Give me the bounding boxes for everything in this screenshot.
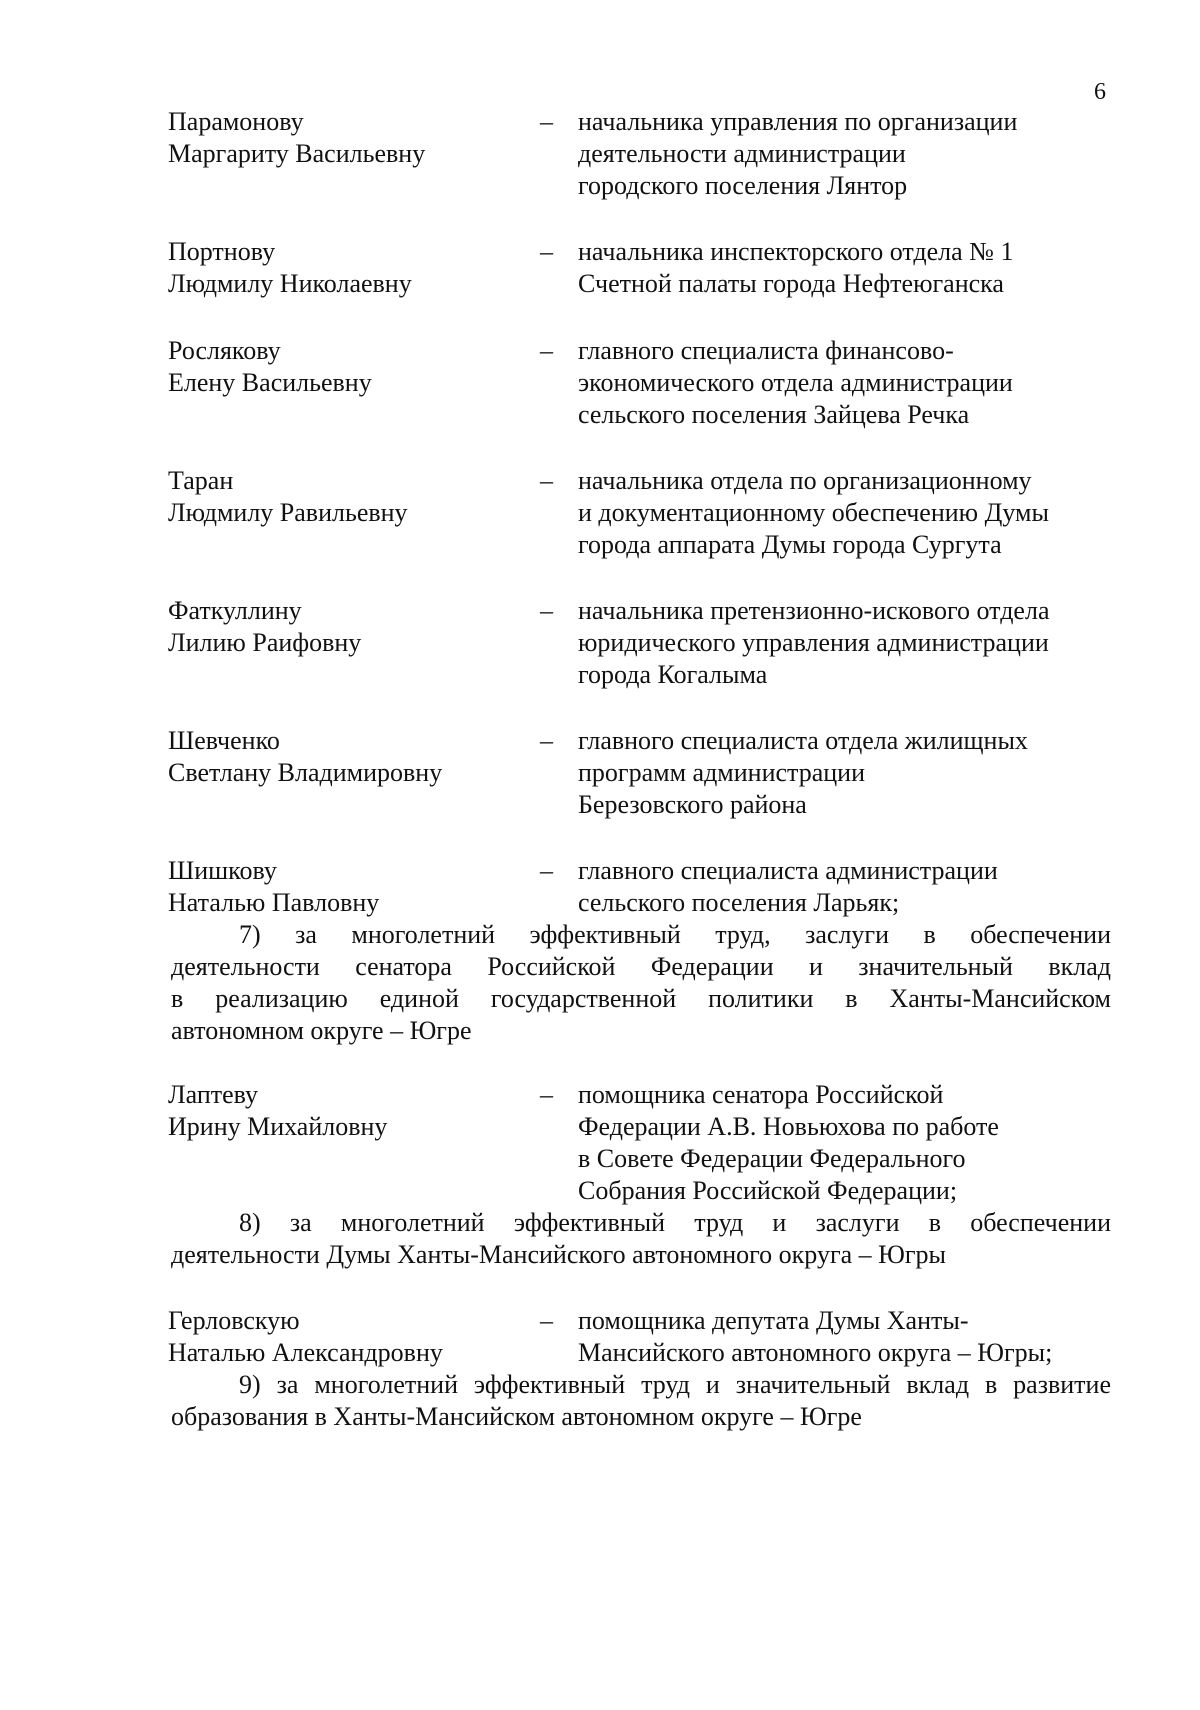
name-line: Людмилу Равильевну xyxy=(168,498,408,527)
position-line: начальника управления по организации xyxy=(578,107,1018,136)
person-position xyxy=(578,106,1108,202)
name-line: Светлану Владимировну xyxy=(168,758,443,787)
paragraph-line: деятельности сенатора Российской Федерации и значительный вклад xyxy=(171,952,1111,981)
name-line: Маргариту Васильевну xyxy=(168,139,426,168)
name-line: Портнову xyxy=(168,237,276,266)
person-name xyxy=(168,465,528,529)
award-category-paragraph xyxy=(171,1207,1111,1271)
name-line: Лаптеву xyxy=(168,1080,259,1109)
position-line: города Когалыма xyxy=(578,660,768,689)
person-name xyxy=(168,595,528,659)
person-position xyxy=(578,1079,1108,1207)
position-line: Мансийского автономного округа – Югры; xyxy=(578,1338,1053,1367)
position-line: Собрания Российской Федерации; xyxy=(578,1176,958,1205)
person-position xyxy=(578,465,1108,561)
name-line: Людмилу Николаевну xyxy=(168,269,412,298)
position-line: городского поселения Лянтор xyxy=(578,171,908,200)
position-line: главного специалиста отдела жилищных xyxy=(578,726,1028,755)
name-line: Лилию Раифовну xyxy=(168,628,362,657)
paragraph-line: деятельности Думы Ханты-Мансийского автономного округа – Югры xyxy=(171,1240,947,1269)
position-line: главного специалиста администрации xyxy=(578,856,998,885)
position-line: программ администрации xyxy=(578,758,865,787)
paragraph-line: 8) за многолетний эффективный труд и заслуги в обеспечении xyxy=(239,1208,1111,1237)
person-name xyxy=(168,725,528,789)
dash-separator: – xyxy=(540,336,553,365)
paragraph-line: образования в Ханты-Мансийском автономном округе – Югре xyxy=(171,1402,862,1431)
person-name xyxy=(168,855,528,919)
person-name xyxy=(168,1305,528,1369)
position-line: начальника отдела по организационному xyxy=(578,466,1032,495)
person-position xyxy=(578,855,1108,919)
position-line: начальника претензионно-искового отдела xyxy=(578,596,1050,625)
name-line: Парамонову xyxy=(168,107,304,136)
position-line: деятельности администрации xyxy=(578,139,906,168)
person-position xyxy=(578,595,1108,691)
name-line: Фаткуллину xyxy=(168,596,302,625)
person-name xyxy=(168,106,528,170)
paragraph-line: 7) за многолетний эффективный труд, заслуги в обеспечении xyxy=(239,920,1111,949)
position-line: и документационному обеспечению Думы xyxy=(578,498,1049,527)
dash-separator: – xyxy=(540,466,553,495)
position-line: Федерации А.В. Новьюхова по работе xyxy=(578,1112,999,1141)
dash-separator: – xyxy=(540,596,553,625)
name-line: Шевченко xyxy=(168,726,280,755)
position-line: помощника сенатора Российской xyxy=(578,1080,944,1109)
position-line: в Совете Федерации Федерального xyxy=(578,1144,966,1173)
page-number: 6 xyxy=(1094,79,1106,105)
position-line: Березовского района xyxy=(578,790,807,819)
name-line: Ирину Михайловну xyxy=(168,1112,388,1141)
person-position xyxy=(578,725,1108,821)
position-line: экономического отдела администрации xyxy=(578,368,1013,397)
position-line: юридического управления администрации xyxy=(578,628,1049,657)
person-position xyxy=(578,1305,1108,1369)
person-name xyxy=(168,335,528,399)
position-line: начальника инспекторского отдела № 1 xyxy=(578,237,1014,266)
paragraph-line: автономном округе – Югре xyxy=(171,1016,472,1045)
dash-separator: – xyxy=(540,107,553,136)
name-line: Рослякову xyxy=(168,336,281,365)
person-position xyxy=(578,335,1108,431)
name-line: Герловскую xyxy=(168,1306,300,1335)
dash-separator: – xyxy=(540,1080,553,1109)
dash-separator: – xyxy=(540,726,553,755)
name-line: Наталью Александровну xyxy=(168,1338,443,1367)
name-line: Таран xyxy=(168,466,234,495)
name-line: Наталью Павловну xyxy=(168,888,380,917)
dash-separator: – xyxy=(540,1306,553,1335)
dash-separator: – xyxy=(540,856,553,885)
position-line: сельского поселения Зайцева Речка xyxy=(578,400,970,429)
name-line: Елену Васильевну xyxy=(168,368,372,397)
dash-separator: – xyxy=(540,237,553,266)
name-line: Шишкову xyxy=(168,856,277,885)
person-name xyxy=(168,1079,528,1143)
position-line: города аппарата Думы города Сургута xyxy=(578,530,1002,559)
award-category-paragraph xyxy=(171,919,1111,1047)
paragraph-line: 9) за многолетний эффективный труд и значительный вклад в развитие xyxy=(239,1370,1111,1399)
position-line: Счетной палаты города Нефтеюганска xyxy=(578,269,1004,298)
position-line: главного специалиста финансово- xyxy=(578,336,954,365)
award-category-paragraph xyxy=(171,1369,1111,1433)
person-position xyxy=(578,236,1108,300)
person-name xyxy=(168,236,528,300)
position-line: помощника депутата Думы Ханты- xyxy=(578,1306,969,1335)
position-line: сельского поселения Ларьяк; xyxy=(578,888,900,917)
paragraph-line: в реализацию единой государственной политики в Ханты-Мансийском xyxy=(171,984,1111,1013)
